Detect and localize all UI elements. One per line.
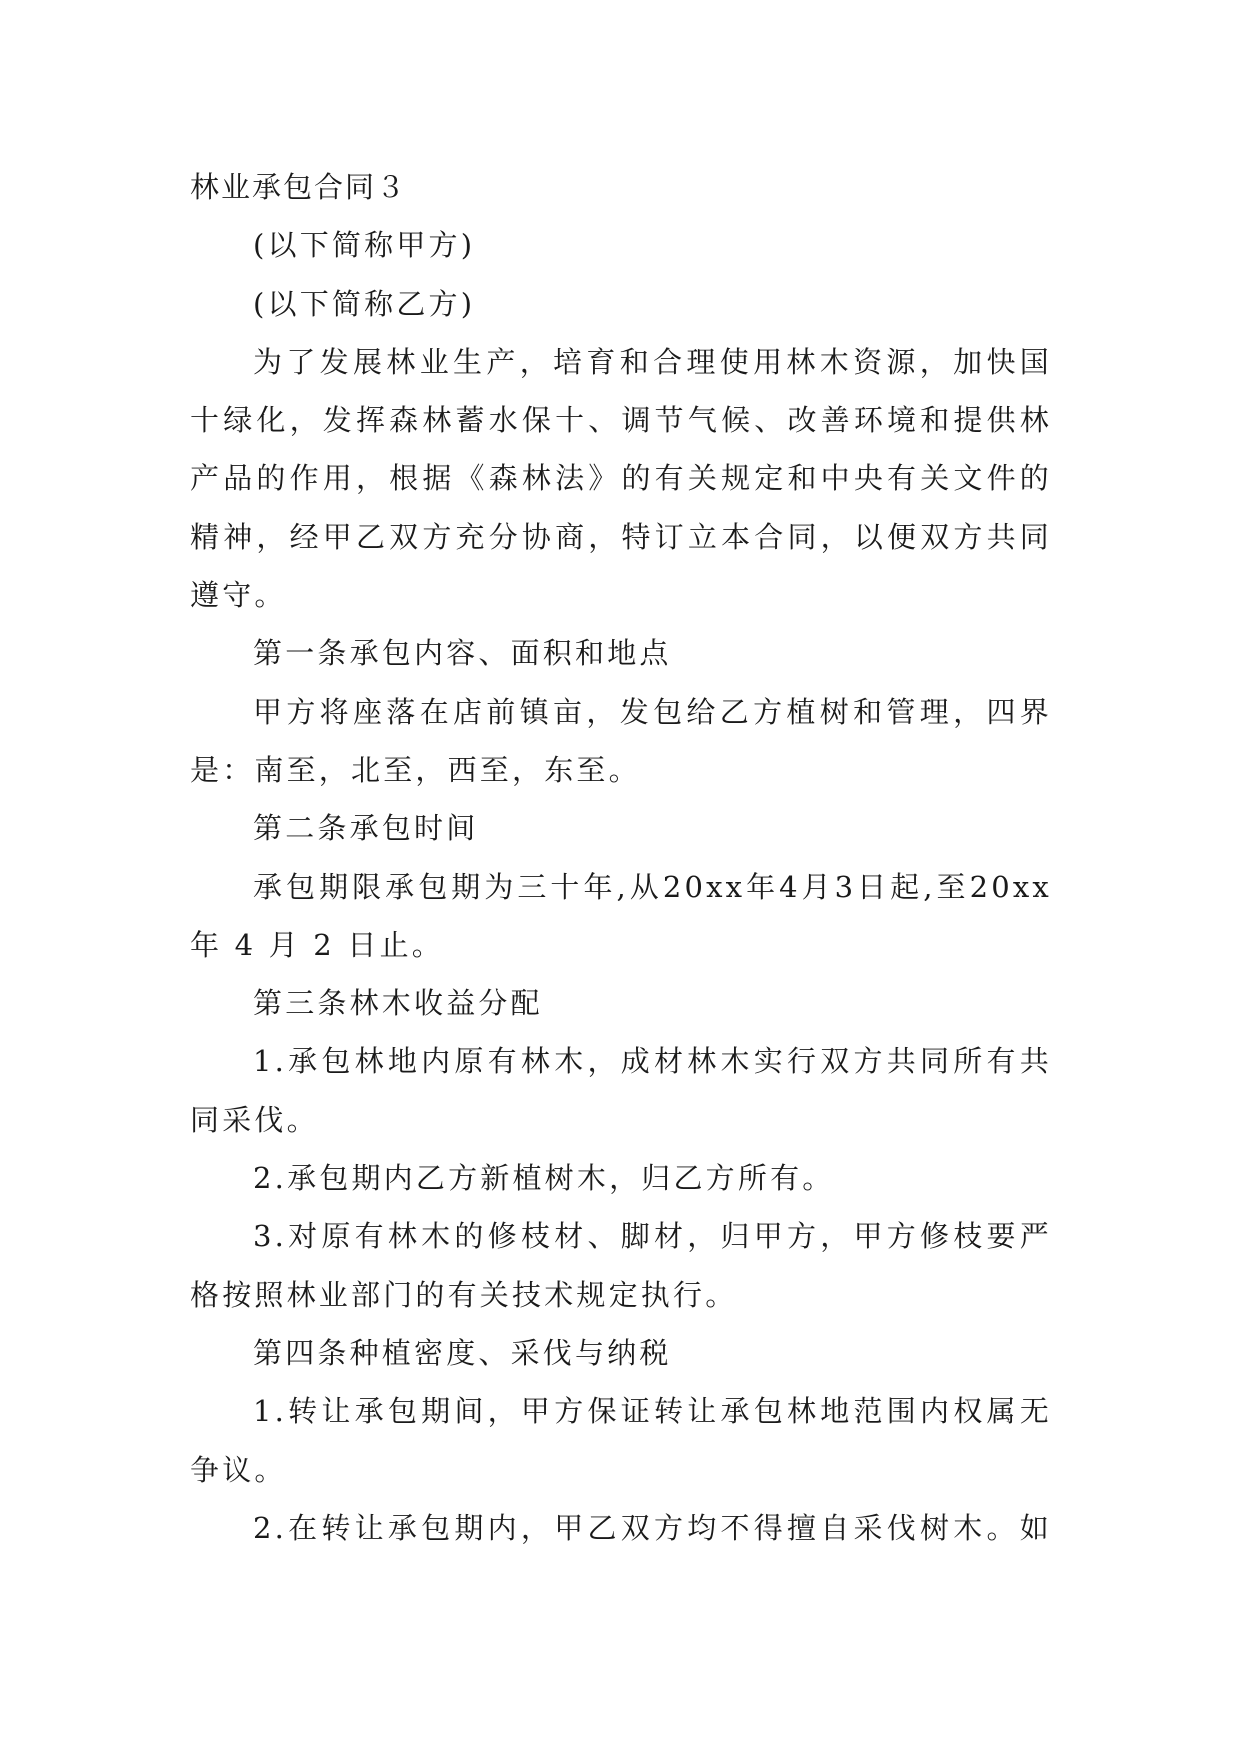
list-item-line: 2.在转让承包期内，甲乙双方均不得擅自采伐树木。如 [253,1510,1052,1545]
list-item-line: 同采伐。 [190,1102,319,1137]
party-b-line: (以下简称乙方) [253,286,476,321]
paragraph-line: 承包期限承包期为三十年,从20xx年4月3日起,至20xx [253,869,1052,904]
list-item-line: 1.承包林地内原有林木，成材林木实行双方共同所有共 [253,1044,1052,1079]
list-item-line: 1.转让承包期间，甲方保证转让承包林地范围内权属无 [253,1394,1052,1429]
paragraph-line: 产品的作用，根据《森林法》的有关规定和中央有关文件的 [190,461,1052,496]
list-item-line: 争议。 [190,1452,287,1487]
article-heading: 第二条承包时间 [253,811,479,846]
paragraph-line: 十绿化，发挥森林蓄水保十、调节气候、改善环境和提供林 [190,403,1052,438]
article-heading: 第三条林木收益分配 [253,986,543,1021]
article-heading: 第一条承包内容、面积和地点 [253,636,672,671]
list-item-line: 3.对原有林木的修枝材、脚材，归甲方，甲方修枝要严 [253,1219,1052,1254]
paragraph-line: 甲方将座落在店前镇亩，发包给乙方植树和管理，四界 [253,694,1052,729]
list-item-line: 2.承包期内乙方新植树木，归乙方所有。 [253,1161,835,1196]
article-heading: 第四条种植密度、采伐与纳税 [253,1335,672,1370]
document-body [190,158,1052,1557]
list-item-line: 格按照林业部门的有关技术规定执行。 [190,1277,738,1312]
party-a-line: (以下简称甲方) [253,228,476,263]
paragraph-line: 为了发展林业生产，培育和合理使用林木资源，加快国 [253,344,1052,379]
paragraph-line: 遵守。 [190,578,287,613]
paragraph-line: 精神，经甲乙双方充分协商，特订立本合同，以便双方共同 [190,519,1052,554]
document-title: 林业承包合同３ [190,170,408,204]
paragraph-line: 是：南至，北至，西至，东至。 [190,752,641,787]
paragraph-line: 年 4 月 2 日止。 [190,927,444,962]
